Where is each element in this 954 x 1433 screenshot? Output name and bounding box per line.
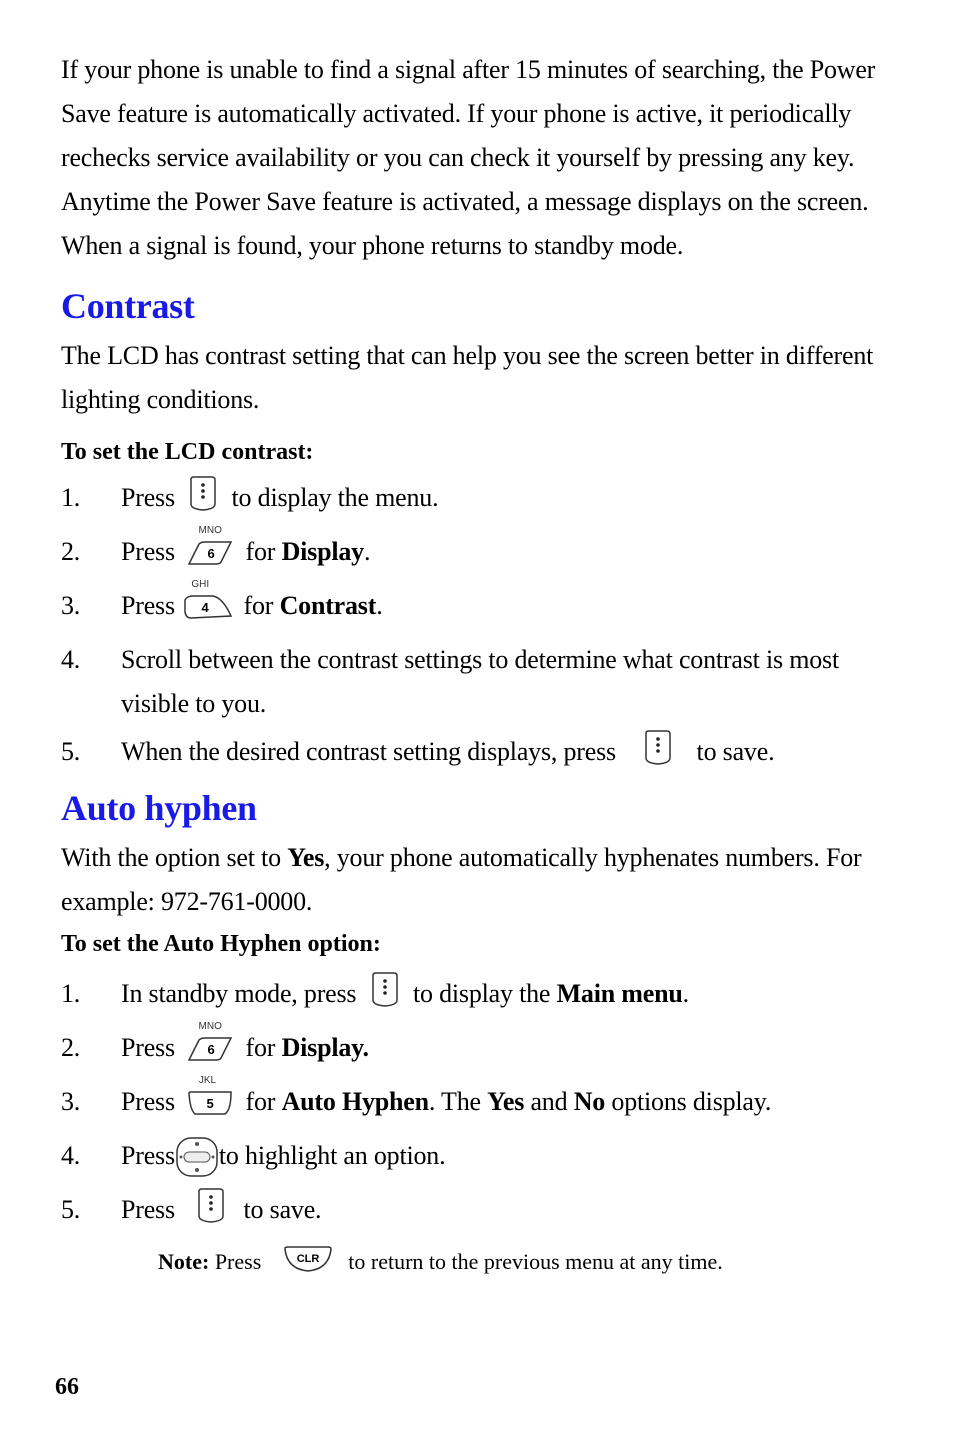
menu-key-icon [369, 972, 401, 1008]
menu-key-icon [187, 476, 219, 512]
auto-hyphen-heading: Auto hyphen [61, 788, 257, 828]
note: Note: Press CLR to return to the previous menu at any time. [158, 1242, 891, 1282]
list-item: 4. Scroll between the contrast settings to determine what contrast is most visible to you. [61, 645, 839, 718]
auto-hyphen-subheading: To set the Auto Hyphen option: [61, 931, 381, 957]
page-number: 66 [55, 1374, 79, 1400]
svg-text:6: 6 [207, 546, 215, 561]
contrast-steps [61, 476, 891, 784]
menu-key-icon [195, 1188, 227, 1224]
list-item: 1. Press to display the menu. [61, 476, 891, 530]
list-item: 2. Press MNO 6 for Display. [61, 525, 371, 566]
menu-key-icon [642, 730, 674, 766]
four-key-icon: GHI 4 [183, 594, 233, 620]
svg-text:6: 6 [207, 1042, 215, 1057]
list-item: 5. When the desired contrast setting displays, press to save. [61, 730, 891, 784]
list-item: 3. Press JKL 5 for Auto Hyphen. The Yes and No options display. [61, 1075, 772, 1116]
five-key-icon: JKL 5 [187, 1090, 233, 1116]
contrast-description: The LCD has contrast setting that can help you see the screen better in different lighting conditions. [61, 341, 874, 414]
list-item: 5. Press to save. [61, 1188, 891, 1242]
list-item: 2. Press MNO 6 for Display. [61, 1021, 369, 1062]
six-key-icon: MNO 6 [187, 540, 233, 566]
list-item: 3. Press GHI 4 for Contrast. [61, 579, 383, 620]
auto-hyphen-description: With the option set to Yes, your phone automatically hyphenates numbers. For example: 972-761-0000. [61, 843, 862, 916]
page-content [61, 48, 891, 1282]
navigation-key-icon [175, 1136, 219, 1178]
intro-paragraph: If your phone is unable to find a signal after 15 minutes of searching, the Power Save feature is automatically activated. If your phone is active, it periodically rechecks service availability or you can check it yourself by pressing any key. Anytime the Power Save feature is activated, a message displays on the screen. When a signal is found, your phone returns to standby mode. [61, 55, 876, 260]
svg-text:5: 5 [206, 1096, 214, 1111]
list-item: 4. Press to highlight an option. [61, 1134, 891, 1188]
clear-key-icon [283, 1245, 333, 1273]
contrast-heading: Contrast [61, 286, 195, 326]
list-item: 1. In standby mode, press to display the Main menu. [61, 972, 891, 1026]
svg-text:CLR: CLR [296, 1253, 320, 1265]
contrast-subheading: To set the LCD contrast: [61, 439, 314, 465]
six-key-icon: MNO 6 [187, 1036, 233, 1062]
auto-hyphen-steps [61, 972, 891, 1242]
svg-text:4: 4 [201, 600, 209, 615]
